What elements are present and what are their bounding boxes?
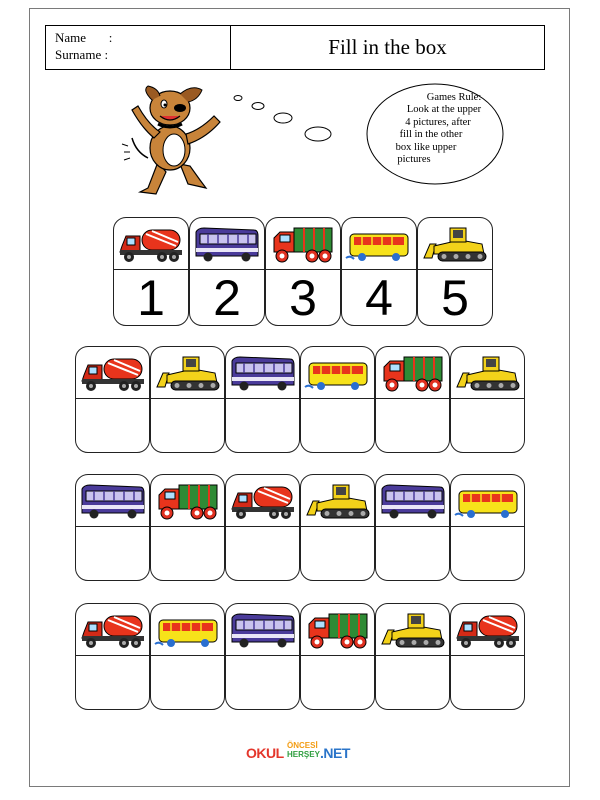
exercise-cell bbox=[450, 346, 525, 453]
exercise-picture bbox=[301, 475, 374, 527]
answer-box[interactable] bbox=[301, 527, 374, 581]
exercise-picture bbox=[76, 347, 149, 399]
bus-icon bbox=[78, 479, 148, 523]
key-cell bbox=[189, 217, 265, 326]
logo-part: ÖNCESİ bbox=[287, 741, 318, 750]
exercise-picture bbox=[301, 347, 374, 399]
answer-box[interactable] bbox=[451, 656, 524, 710]
exercise-picture bbox=[151, 347, 224, 399]
exercise-picture bbox=[76, 475, 149, 527]
key-picture bbox=[342, 218, 416, 270]
answer-box[interactable] bbox=[226, 399, 299, 453]
garbage-truck-icon bbox=[153, 479, 223, 523]
bulldozer-icon bbox=[420, 222, 490, 266]
bus-icon bbox=[228, 608, 298, 652]
exercise-cell bbox=[150, 603, 225, 710]
answer-box[interactable] bbox=[376, 527, 449, 581]
name-label: Name : bbox=[55, 30, 113, 45]
key-cell bbox=[265, 217, 341, 326]
answer-box[interactable] bbox=[376, 399, 449, 453]
exercise-cell bbox=[450, 474, 525, 581]
exercise-picture bbox=[376, 347, 449, 399]
exercise-cell bbox=[225, 603, 300, 710]
exercise-picture bbox=[376, 475, 449, 527]
dog-illustration bbox=[118, 80, 228, 198]
mixer-truck-icon bbox=[116, 222, 186, 266]
key-picture bbox=[190, 218, 264, 270]
key-picture bbox=[266, 218, 340, 270]
worksheet-title: Fill in the box bbox=[328, 35, 447, 59]
school-bus-icon bbox=[453, 479, 523, 523]
game-rule-text bbox=[370, 92, 498, 174]
bus-icon bbox=[228, 351, 298, 395]
exercise-cell bbox=[75, 603, 150, 710]
rule-line: 4 pictures, after bbox=[405, 116, 471, 128]
key-cell bbox=[113, 217, 189, 326]
exercise-cell bbox=[150, 346, 225, 453]
bus-icon bbox=[192, 222, 262, 266]
key-grid bbox=[113, 217, 493, 326]
exercise-picture bbox=[226, 604, 299, 656]
answer-box[interactable] bbox=[301, 656, 374, 710]
answer-box[interactable] bbox=[301, 399, 374, 453]
exercise-cell bbox=[225, 474, 300, 581]
worksheet-header bbox=[45, 25, 545, 70]
logo-part: HERŞEY bbox=[287, 750, 320, 759]
rule-line: fill in the other bbox=[399, 129, 463, 141]
rule-line: Games Rule: bbox=[426, 92, 482, 103]
exercise-picture bbox=[451, 604, 524, 656]
answer-box[interactable] bbox=[76, 656, 149, 710]
exercise-row-1 bbox=[75, 346, 525, 453]
garbage-truck-icon bbox=[378, 351, 448, 395]
logo-part: OKUL bbox=[246, 745, 284, 761]
exercise-cell bbox=[300, 474, 375, 581]
site-logo bbox=[246, 742, 356, 762]
exercise-cell bbox=[75, 346, 150, 453]
answer-box[interactable] bbox=[451, 399, 524, 453]
key-cell bbox=[417, 217, 493, 326]
exercise-cell bbox=[225, 346, 300, 453]
answer-box[interactable] bbox=[151, 399, 224, 453]
key-picture bbox=[418, 218, 492, 270]
school-bus-icon bbox=[153, 608, 223, 652]
answer-box[interactable] bbox=[451, 527, 524, 581]
key-number: 3 bbox=[289, 270, 317, 326]
surname-label: Surname : bbox=[55, 47, 109, 62]
key-number: 1 bbox=[137, 270, 165, 326]
key-cell bbox=[341, 217, 417, 326]
answer-box[interactable] bbox=[76, 527, 149, 581]
exercise-picture bbox=[451, 347, 524, 399]
exercise-picture bbox=[151, 475, 224, 527]
bulldozer-icon bbox=[453, 351, 523, 395]
exercise-row-3 bbox=[75, 603, 525, 710]
garbage-truck-icon bbox=[268, 222, 338, 266]
exercise-cell bbox=[375, 346, 450, 453]
answer-box[interactable] bbox=[76, 399, 149, 453]
exercise-cell bbox=[75, 474, 150, 581]
key-number: 5 bbox=[441, 270, 469, 326]
mixer-truck-icon bbox=[78, 351, 148, 395]
key-number: 2 bbox=[213, 270, 241, 326]
exercise-cell bbox=[300, 603, 375, 710]
exercise-cell bbox=[150, 474, 225, 581]
exercise-cell bbox=[375, 474, 450, 581]
mixer-truck-icon bbox=[228, 479, 298, 523]
answer-box[interactable] bbox=[226, 656, 299, 710]
answer-box[interactable] bbox=[151, 527, 224, 581]
key-picture bbox=[114, 218, 188, 270]
exercise-picture bbox=[226, 475, 299, 527]
exercise-cell bbox=[300, 346, 375, 453]
answer-box[interactable] bbox=[376, 656, 449, 710]
school-bus-icon bbox=[303, 351, 373, 395]
thought-bubbles bbox=[228, 92, 368, 162]
exercise-picture bbox=[301, 604, 374, 656]
bulldozer-icon bbox=[303, 479, 373, 523]
exercise-picture bbox=[376, 604, 449, 656]
rule-line: box like upper bbox=[395, 141, 457, 153]
exercise-picture bbox=[76, 604, 149, 656]
rule-line: Look at the upper bbox=[406, 104, 482, 116]
mixer-truck-icon bbox=[453, 608, 523, 652]
mixer-truck-icon bbox=[78, 608, 148, 652]
exercise-cell bbox=[375, 603, 450, 710]
exercise-cell bbox=[450, 603, 525, 710]
key-number: 4 bbox=[365, 270, 393, 326]
logo-part: .NET bbox=[320, 745, 350, 761]
bulldozer-icon bbox=[378, 608, 448, 652]
exercise-picture bbox=[226, 347, 299, 399]
exercise-row-2 bbox=[75, 474, 525, 581]
bulldozer-icon bbox=[153, 351, 223, 395]
exercise-picture bbox=[451, 475, 524, 527]
answer-box[interactable] bbox=[226, 527, 299, 581]
school-bus-icon bbox=[344, 222, 414, 266]
garbage-truck-icon bbox=[303, 608, 373, 652]
exercise-picture bbox=[151, 604, 224, 656]
name-surname-cell bbox=[46, 26, 231, 69]
rule-line: pictures bbox=[397, 154, 431, 166]
bus-icon bbox=[378, 479, 448, 523]
answer-box[interactable] bbox=[151, 656, 224, 710]
